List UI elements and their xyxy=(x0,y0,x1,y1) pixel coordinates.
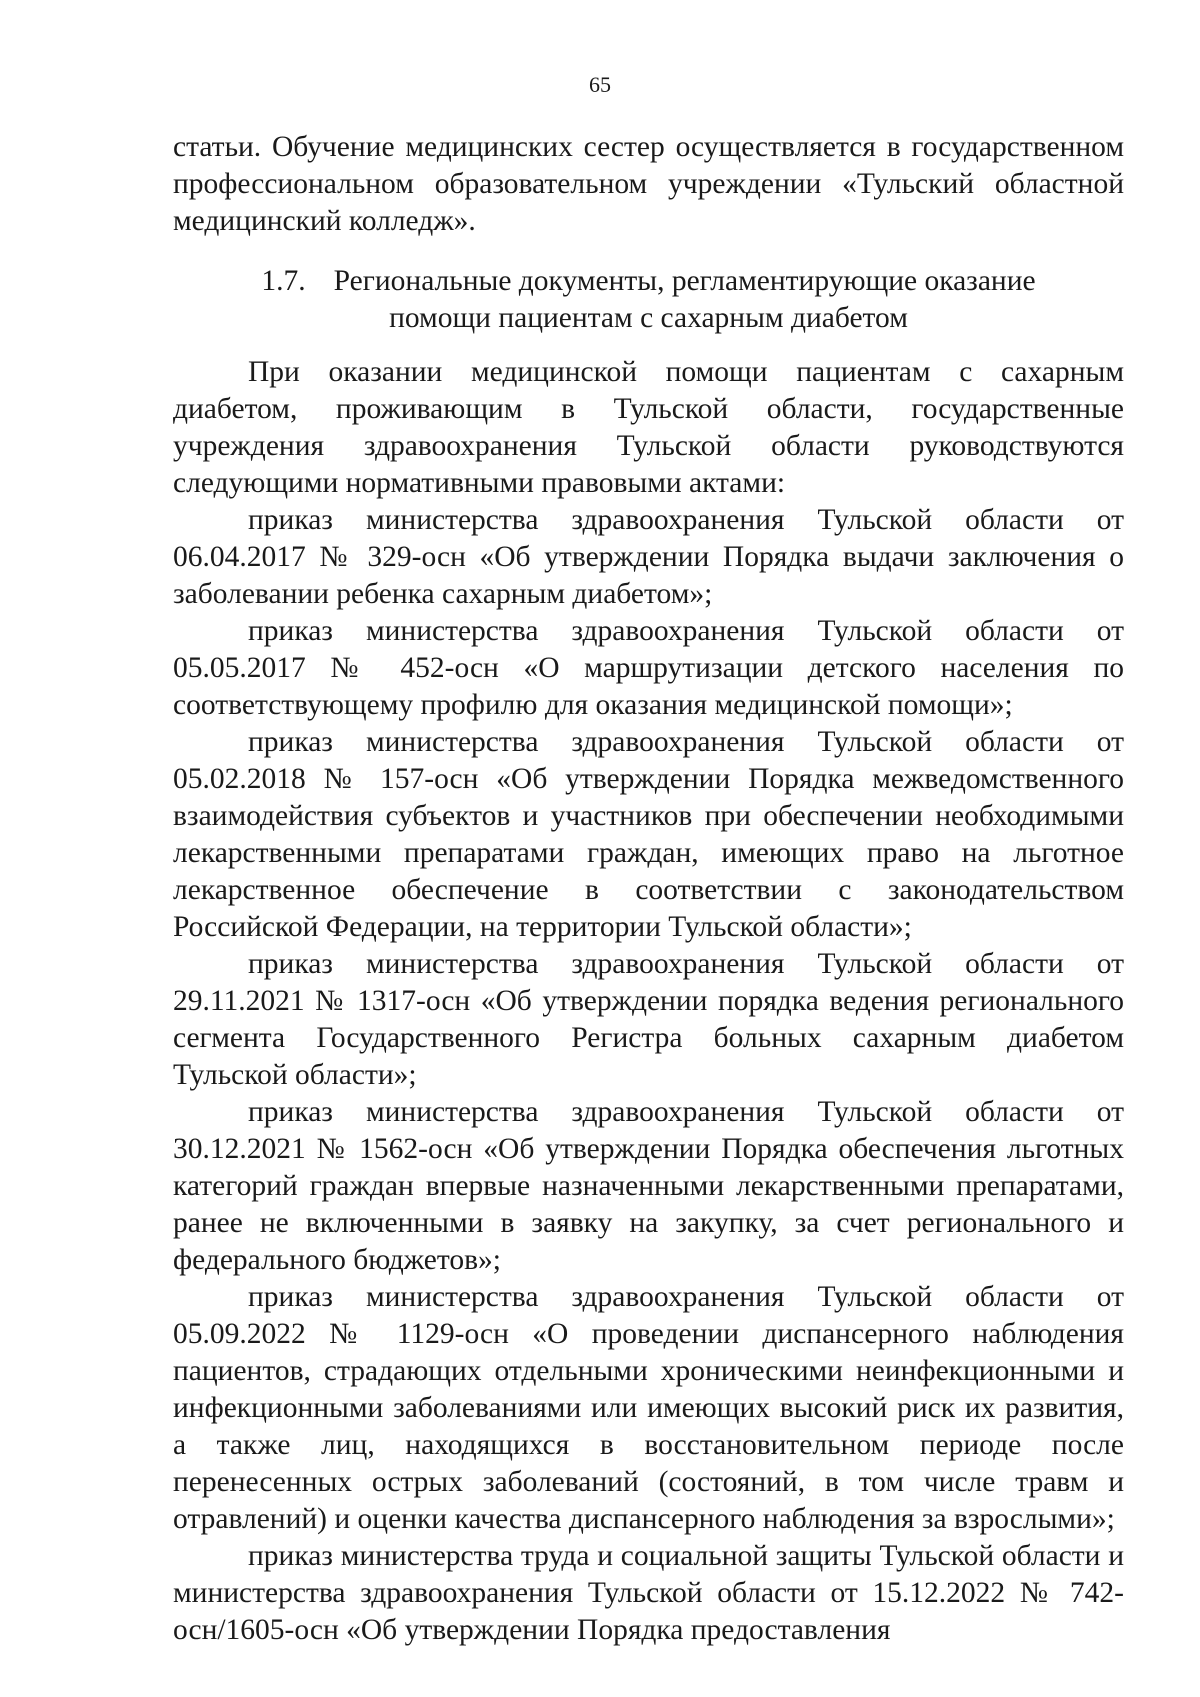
order-item: приказ министерства труда и социальной защиты Тульской области и министерства здравоохранения Тульской области от 15.12.2022 № 742-осн/1605-осн «Об утверждении Порядка предоставления xyxy=(173,1540,1124,1646)
section-heading xyxy=(173,263,1124,337)
section-number: 1.7. xyxy=(261,265,306,297)
section-title-line1: Региональные документы, регламентирующие оказание xyxy=(333,265,1036,297)
order-item: приказ министерства здравоохранения Тульской области от 29.11.2021 № 1317-осн «Об утверждении порядка ведения регионального сегмента Государственного Регистра больных сахарным диабетом Тульской области»; xyxy=(173,948,1124,1091)
intro-paragraph: статьи. Обучение медицинских сестер осуществляется в государственном профессиональном образовательном учреждении «Тульский областной медицинский колледж». xyxy=(173,131,1124,237)
order-item: приказ министерства здравоохранения Тульской области от 05.05.2017 № 452-осн «О маршрутизации детского населения по соответствующему профилю для оказания медицинской помощи»; xyxy=(173,615,1124,721)
order-item: приказ министерства здравоохранения Тульской области от 06.04.2017 № 329-осн «Об утверждении Порядка выдачи заключения о заболевании ребенка сахарным диабетом»; xyxy=(173,504,1124,610)
lead-paragraph: При оказании медицинской помощи пациентам с сахарным диабетом, проживающим в Тульской области, государственные учреждения здравоохранения Тульской области руководствуются следующими нормативными правовыми актами: xyxy=(173,356,1124,499)
order-item: приказ министерства здравоохранения Тульской области от 30.12.2021 № 1562-осн «Об утверждении Порядка обеспечения льготных категорий граждан впервые назначенными лекарственными препаратами, ранее не включенными в заявку на закупку, за счет регионального и федерального бюджетов»; xyxy=(173,1096,1124,1276)
order-item: приказ министерства здравоохранения Тульской области от 05.09.2022 № 1129-осн «О проведении диспансерного наблюдения пациентов, страдающих отдельными хроническими неинфекционными и инфекционными заболеваниями или имеющих высокий риск их развития, а также лиц, находящихся в восстановительном периоде после перенесенных острых заболеваний (состояний, в том числе травм и отравлений) и оценки качества диспансерного наблюдения за взрослыми»; xyxy=(173,1281,1124,1535)
section-title-line2: помощи пациентам с сахарным диабетом xyxy=(389,302,908,334)
order-item: приказ министерства здравоохранения Тульской области от 05.02.2018 № 157-осн «Об утверждении Порядка межведомственного взаимодействия субъектов и участников при обеспечении необходимыми лекарственными препаратами граждан, имеющих право на льготное лекарственное обеспечение в соответствии с законодательством Российской Федерации, на территории Тульской области»; xyxy=(173,726,1124,943)
main-body xyxy=(173,354,1124,1649)
section-heading-line1 xyxy=(173,263,1124,300)
intro-block xyxy=(173,129,1124,240)
page-number: 65 xyxy=(589,72,611,97)
